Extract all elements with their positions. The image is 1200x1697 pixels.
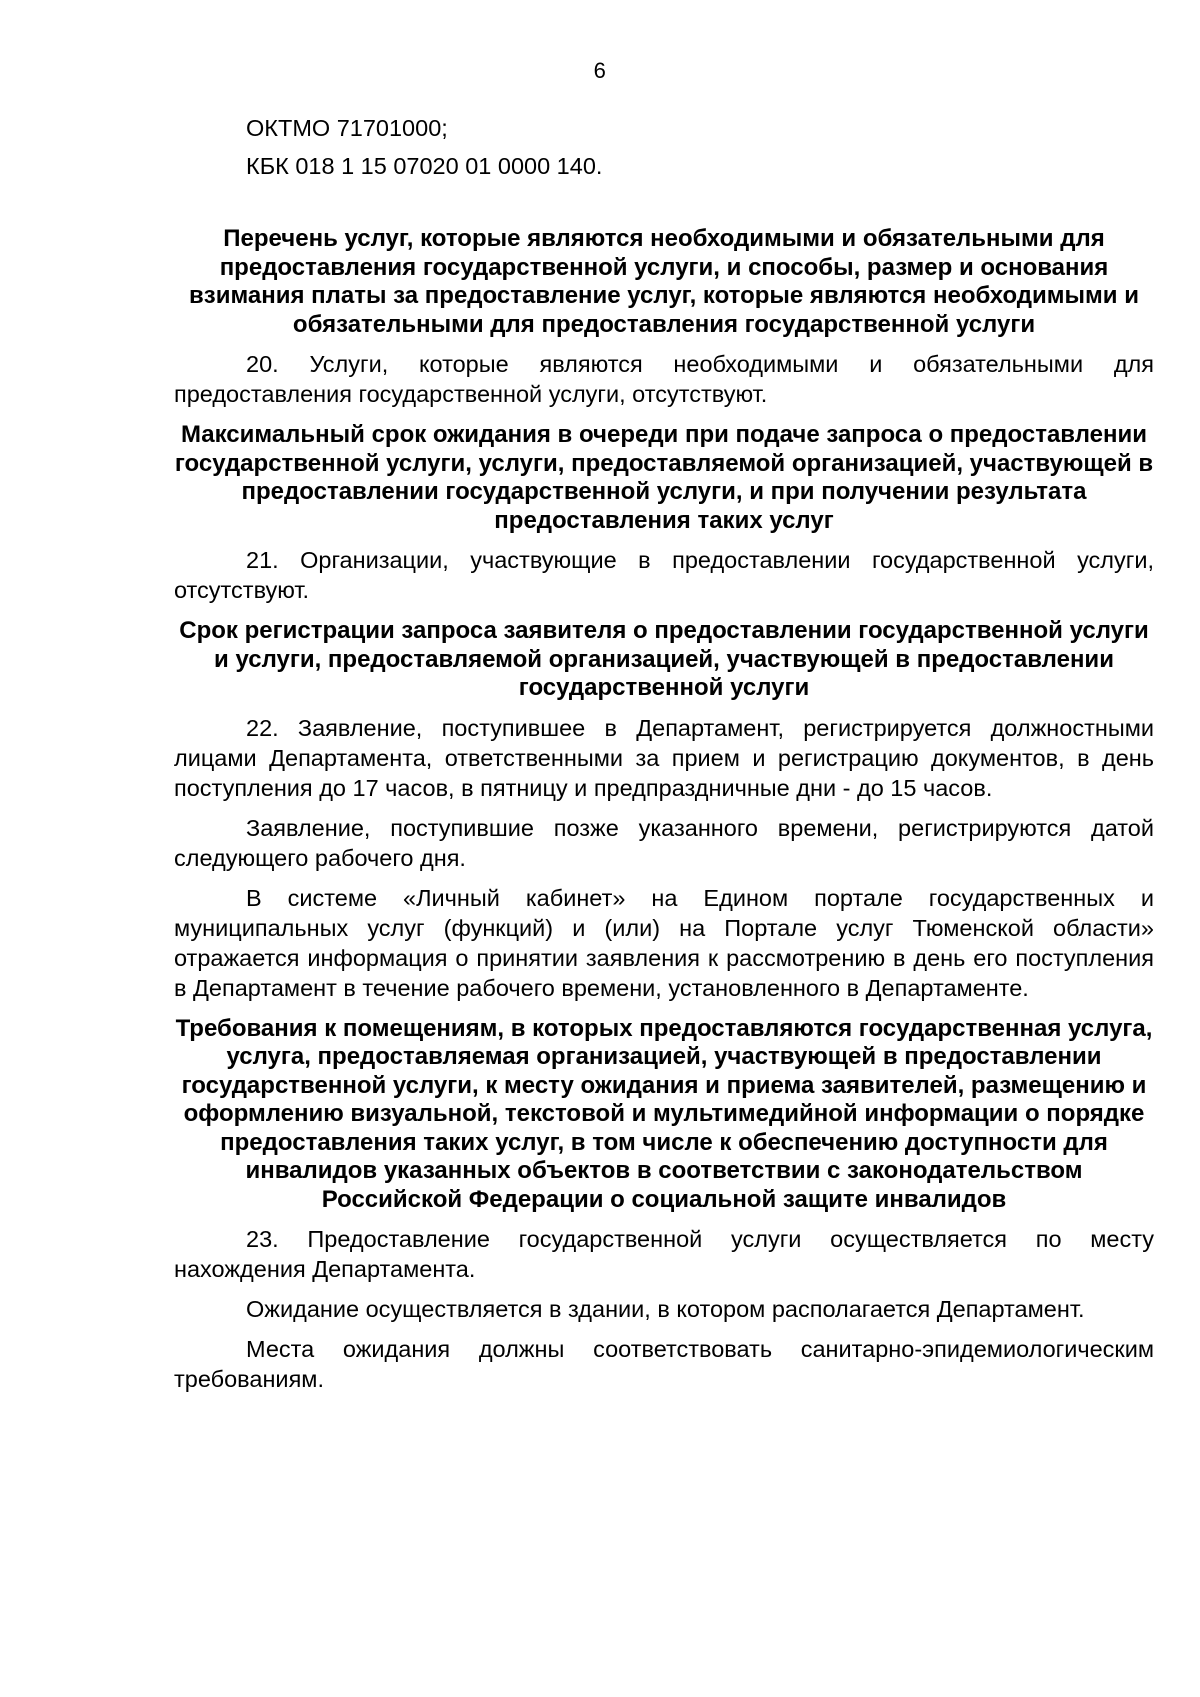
heading-registration-term: Срок регистрации запроса заявителя о предоставлении государственной услуги и услуги, предоставляемой организацией, участвующей в предоставлении государственной услуги [179, 617, 1149, 701]
paragraph-22-cabinet: В системе «Личный кабинет» на Едином портале государственных и муниципальных услуг (функций) и (или) на Портале услуг Тюменской области» отражается информация о принятии заявления к рассмотрению в день его поступления в Департамент в течение рабочего времени, установленного в Департаменте. [174, 884, 1154, 1001]
paragraph-23: 23. Предоставление государственной услуги осуществляется по месту нахождения Департамента. [174, 1226, 1154, 1282]
page-number: 6 [593, 58, 607, 83]
heading-premises-requirements: Требования к помещениям, в которых предоставляются государственная услуга, услуга, предоставляемая организацией, участвующей в предоставлении государственной услуги, к месту ожидания и приема заявителей, размещению и оформлению визуальной, текстовой и мультимедийной информации о порядке предоставления таких услуг, в том числе к обеспечению доступности для инвалидов указанных объектов в соответствии с законодательством Российской Федерации о социальной защите инвалидов [175, 1014, 1153, 1213]
paragraph-22-late: Заявление, поступившие позже указанного времени, регистрируются датой следующего рабочего дня. [174, 814, 1154, 871]
kbk-line: КБК 018 1 15 07020 01 0000 140. [246, 153, 603, 179]
paragraph-22: 22. Заявление, поступившее в Департамент, регистрируется должностными лицами Департамента, ответственными за прием и регистрацию документов, в день поступления до 17 часов, в пятницу и предпраздничные дни - до 15 часов. [174, 714, 1154, 801]
paragraph-20: 20. Услуги, которые являются необходимыми и обязательными для предоставления государственной услуги, отсутствуют. [174, 351, 1154, 407]
oktmo-line: ОКТМО 71701000; [246, 115, 448, 141]
heading-max-wait-time: Максимальный срок ожидания в очереди при подаче запроса о предоставлении государственной услуги, услуги, предоставляемой организацией, участвующей в предоставлении государственной услуги, и при получении результата предоставления таких услуг [174, 421, 1154, 534]
heading-required-services: Перечень услуг, которые являются необходимыми и обязательными для предоставления государственной услуги, и способы, размер и основания взимания платы за предоставление услуг, которые являются необходимыми и обязательными для предоставления государственной услуги [189, 225, 1139, 338]
document-body [174, 113, 1154, 1394]
paragraph-23-sanitary: Места ожидания должны соответствовать санитарно-эпидемиологическим требованиям. [174, 1336, 1154, 1392]
paragraph-23-waiting: Ожидание осуществляется в здании, в котором располагается Департамент. [246, 1296, 1085, 1322]
paragraph-21: 21. Организации, участвующие в предоставлении государственной услуги, отсутствуют. [174, 547, 1154, 603]
